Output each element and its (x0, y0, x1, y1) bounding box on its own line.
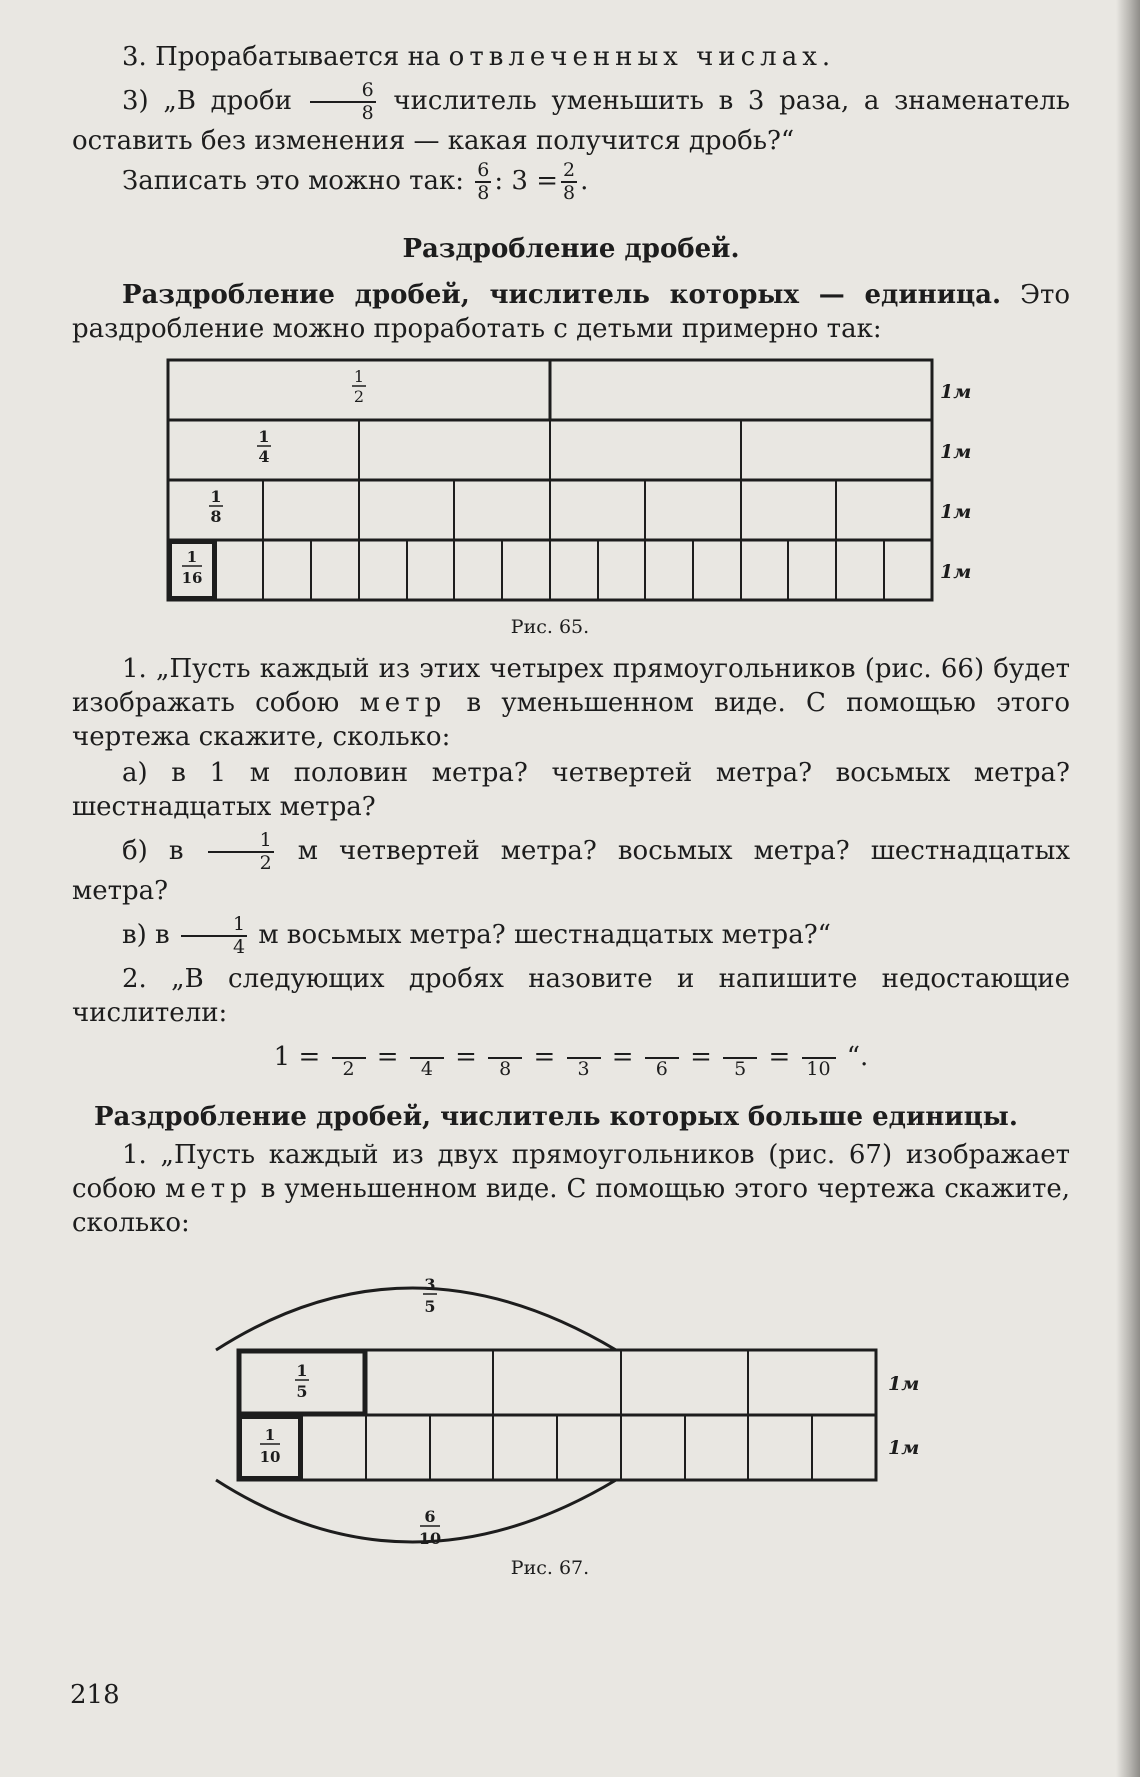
eq-sign: = (298, 1042, 321, 1072)
blank-fraction (723, 1036, 757, 1080)
frac-den: 8 (477, 182, 490, 204)
task3-text (72, 1138, 1070, 1240)
record-end: . (580, 166, 589, 196)
fig65-half-num: 1 (353, 367, 365, 386)
fraction-1-4 (181, 914, 247, 958)
fig67-arc-label-bottom (419, 1507, 441, 1548)
task1-b (72, 830, 1070, 908)
blank-fraction (410, 1036, 444, 1080)
fig67-label-tenth (260, 1426, 281, 1466)
task2-text: 2. „В следующих дробях назовите и напишите недостающие числители: (72, 964, 1070, 1028)
eq-sign: = (690, 1042, 712, 1072)
frac-num: 6 (310, 80, 376, 103)
task-3-before: 3) „В дроби (122, 86, 292, 116)
frac-den: 8 (499, 1058, 512, 1080)
task1-intro-b: в уменьшенном виде. С помощью этого чертежа скажите, сколько: (72, 688, 1071, 752)
task1-b-before: б) в (122, 836, 184, 866)
eq-end: “. (846, 1042, 869, 1072)
task1-v-before: в) в (122, 920, 170, 950)
subsection-2-title: Раздробление дробей, числитель которых больше единицы. (94, 1102, 1018, 1132)
fig67-fifth-num: 1 (296, 1361, 308, 1380)
frac-num: 2 (563, 159, 576, 181)
frac-den: 4 (420, 1058, 433, 1080)
fraction-1-2 (208, 830, 274, 874)
frac-num: 1 (208, 830, 274, 853)
para-3-text: Прорабатывается на (155, 42, 441, 72)
task3-word: метр (165, 1174, 252, 1204)
fig67-top-num: 3 (424, 1275, 436, 1294)
fig67-top-den: 5 (424, 1297, 436, 1316)
fig65-caption: Рис. 65. (510, 616, 590, 638)
frac-den: 2 (259, 852, 272, 874)
fig65-quarter-num: 1 (258, 427, 270, 446)
task-3-after: числитель уменьшить в 3 раза, а знаменатель оставить без изменения — какая получится дробь?“ (72, 86, 1070, 156)
frac-num: 1 (181, 914, 247, 937)
fig67-bottom-den: 10 (418, 1529, 442, 1548)
fraction-record-2 (561, 160, 577, 204)
eq-sign: = (376, 1042, 399, 1072)
fig65-label-sixteenth (182, 548, 203, 587)
fig67-fifth-den: 5 (296, 1382, 308, 1401)
frac-den: 5 (734, 1058, 747, 1080)
fig65-label-half (352, 367, 366, 406)
fig65-eighth-num: 1 (210, 487, 222, 506)
blank-fraction (488, 1036, 522, 1080)
eq-sign: = (768, 1042, 791, 1072)
fig65-unit-3: 1м (940, 501, 972, 523)
fig65-label-eighth (209, 487, 223, 526)
fraction-6-8 (310, 80, 376, 124)
fig65-sixteenth-den: 16 (181, 569, 203, 587)
figure-67 (72, 1248, 1070, 1578)
fig67-unit-2: 1м (888, 1437, 920, 1459)
record-line (72, 160, 1070, 204)
fig65-eighth-den: 8 (210, 507, 222, 526)
fraction-record-1 (475, 160, 491, 204)
fig65-quarter-den: 4 (258, 447, 270, 466)
record-text: Записать это можно так: (122, 166, 465, 196)
blank-fraction (567, 1036, 601, 1080)
frac-num: 6 (477, 159, 490, 181)
subsection-1-para (72, 278, 1070, 346)
eq-sign: = (533, 1042, 556, 1072)
task1-intro-word: метр (359, 688, 447, 718)
section-title: Раздробление дробей. (402, 234, 740, 264)
blank-fraction (802, 1036, 836, 1080)
fig67-label-fifth (295, 1361, 309, 1401)
blank-fraction (332, 1036, 366, 1080)
frac-den: 10 (806, 1058, 831, 1080)
fig65-unit-2: 1м (940, 441, 972, 463)
frac-den: 4 (232, 936, 246, 958)
figure-65 (72, 356, 1070, 638)
task1-v (72, 914, 1070, 958)
fig65-unit-4: 1м (940, 561, 972, 583)
fig67-tenth-num: 1 (264, 1426, 276, 1444)
fig67-bottom-num: 6 (424, 1507, 436, 1526)
frac-den: 8 (563, 182, 576, 204)
frac-den: 2 (342, 1058, 355, 1080)
task1-v-after: м восьмых метра? шестнадцатых метра?“ (258, 920, 831, 950)
eq-sign: = (611, 1042, 634, 1072)
page-edge-shadow (1116, 0, 1140, 1777)
para-3-label: 3. (122, 42, 147, 72)
task3-text-a: 1. „Пусть каждый из двух прямоугольников (рис. 67) изображает собою (72, 1140, 1070, 1204)
fig67-tenth-den: 10 (259, 1448, 281, 1466)
para-3-spaced: отвлеченных числах. (448, 42, 836, 72)
fig65-sixteenth-num: 1 (186, 548, 198, 566)
record-op: : 3 = (494, 166, 559, 196)
frac-den: 6 (655, 1058, 668, 1080)
fig67-arc-label-top (423, 1275, 437, 1316)
task2-equation (72, 1036, 1070, 1080)
eq-sign: = (455, 1042, 477, 1072)
para-3 (72, 40, 1070, 74)
subsection-1-text: Это раздробление можно проработать с детьми примерно так: (72, 280, 1071, 344)
task1-b-after: м четвертей метра? восьмых метра? шестнадцатых метра? (72, 836, 1071, 906)
task-3-question (72, 80, 1070, 158)
fig67-caption: Рис. 67. (510, 1557, 590, 1578)
task1-a: а) в 1 м половин метра? четвертей метра? восьмых метра? шестнадцатых метра? (72, 758, 1070, 822)
fig67-unit-1: 1м (888, 1373, 920, 1395)
eq-start: 1 (273, 1042, 291, 1072)
task1-intro (72, 652, 1070, 754)
frac-den: 3 (577, 1058, 590, 1080)
frac-den: 8 (361, 102, 374, 124)
fig65-unit-1: 1м (940, 381, 972, 403)
subsection-1-title: Раздробление дробей, числитель которых — единица. (122, 280, 1002, 310)
task1-intro-a: 1. „Пусть каждый из этих четырех прямоугольников (рис. 66) будет изображать собою (72, 654, 1070, 718)
task3-text-b: в уменьшенном виде. С помощью этого чертежа скажите, сколько: (72, 1174, 1070, 1238)
book-page (72, 40, 1070, 1578)
fig65-label-quarter (257, 427, 271, 466)
page-number: 218 (70, 1680, 120, 1710)
blank-fraction (645, 1036, 679, 1080)
fig65-half-den: 2 (353, 387, 365, 406)
